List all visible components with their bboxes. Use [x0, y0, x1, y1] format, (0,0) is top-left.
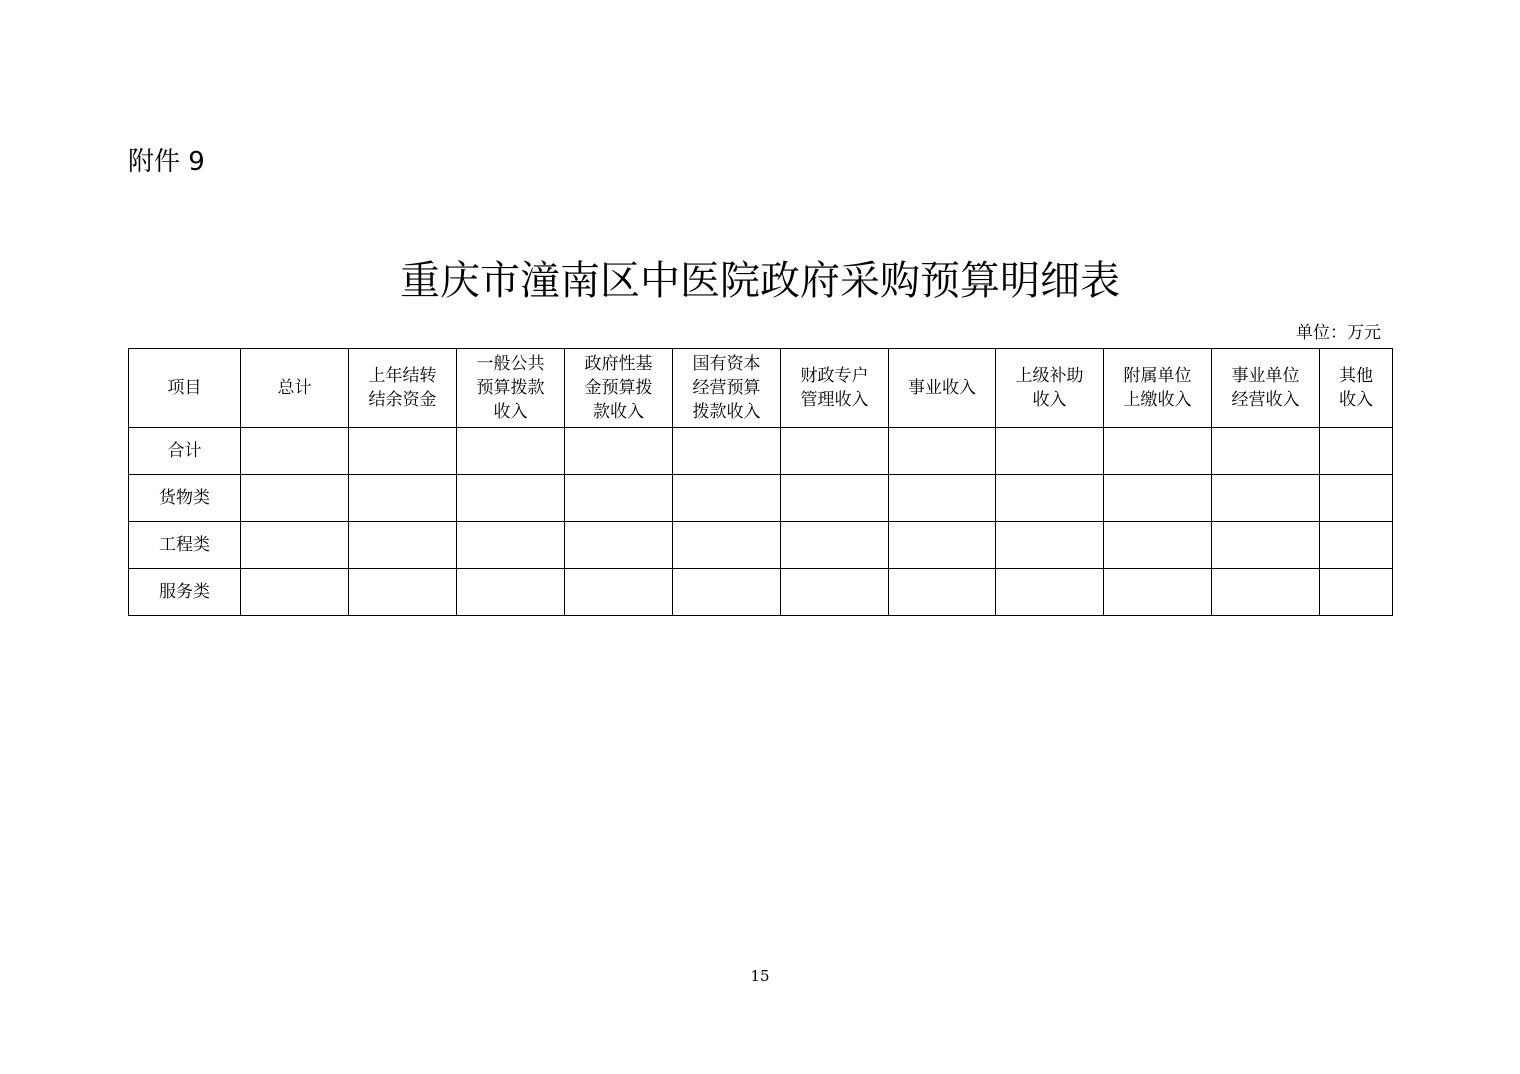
page-title: 重庆市潼南区中医院政府采购预算明细表	[400, 258, 1120, 304]
table-cell	[1104, 475, 1212, 522]
table-row	[129, 428, 1393, 475]
table-cell	[241, 522, 349, 569]
table-cell	[349, 428, 457, 475]
header-cell: 事业收入	[889, 349, 996, 428]
header-cell: 其他 收入	[1320, 349, 1393, 428]
budget-table	[128, 348, 1393, 616]
header-cell: 事业单位 经营收入	[1212, 349, 1320, 428]
table-cell	[1212, 569, 1320, 616]
table-cell	[349, 522, 457, 569]
table-cell	[1320, 475, 1393, 522]
table-cell	[889, 522, 996, 569]
table-cell	[1104, 522, 1212, 569]
table-cell	[457, 475, 565, 522]
table-cell	[996, 569, 1104, 616]
table-cell	[1212, 522, 1320, 569]
table-cell	[565, 522, 673, 569]
attachment-label: 附件 9	[128, 147, 205, 177]
table-cell	[781, 569, 889, 616]
table-cell	[1212, 428, 1320, 475]
table-row	[129, 522, 1393, 569]
header-cell: 财政专户 管理收入	[781, 349, 889, 428]
header-cell: 国有资本 经营预算 拨款收入	[673, 349, 781, 428]
table-cell	[673, 569, 781, 616]
table-cell	[673, 475, 781, 522]
row-label-cell: 货物类	[129, 475, 241, 522]
table-cell	[996, 428, 1104, 475]
table-cell	[457, 569, 565, 616]
table-cell	[349, 569, 457, 616]
header-cell: 政府性基 金预算拨 款收入	[565, 349, 673, 428]
header-cell: 总计	[241, 349, 349, 428]
table-cell	[457, 428, 565, 475]
table-cell	[673, 522, 781, 569]
table-cell	[1320, 522, 1393, 569]
header-cell: 一般公共 预算拨款 收入	[457, 349, 565, 428]
table-row	[129, 569, 1393, 616]
table-cell	[457, 522, 565, 569]
table-cell	[1320, 569, 1393, 616]
table-cell	[781, 475, 889, 522]
header-cell: 上级补助 收入	[996, 349, 1104, 428]
header-cell: 附属单位 上缴收入	[1104, 349, 1212, 428]
table-cell	[241, 428, 349, 475]
table-cell	[241, 475, 349, 522]
table-cell	[565, 569, 673, 616]
header-cell: 项目	[129, 349, 241, 428]
table-cell	[996, 522, 1104, 569]
header-cell: 上年结转 结余资金	[349, 349, 457, 428]
table-header-row	[129, 349, 1393, 428]
unit-label: 单位：万元	[1296, 323, 1381, 343]
table-cell	[349, 475, 457, 522]
table-cell	[889, 569, 996, 616]
table-cell	[673, 428, 781, 475]
table-cell	[996, 475, 1104, 522]
row-label-cell: 服务类	[129, 569, 241, 616]
table-cell	[781, 428, 889, 475]
table-cell	[565, 428, 673, 475]
table-row	[129, 475, 1393, 522]
table-cell	[889, 428, 996, 475]
table-cell	[889, 475, 996, 522]
table-cell	[1320, 428, 1393, 475]
row-label-cell: 合计	[129, 428, 241, 475]
table-cell	[781, 522, 889, 569]
table-cell	[565, 475, 673, 522]
row-label-cell: 工程类	[129, 522, 241, 569]
table-cell	[241, 569, 349, 616]
table-cell	[1104, 569, 1212, 616]
page-number: 15	[750, 967, 770, 985]
table-cell	[1104, 428, 1212, 475]
table-cell	[1212, 475, 1320, 522]
